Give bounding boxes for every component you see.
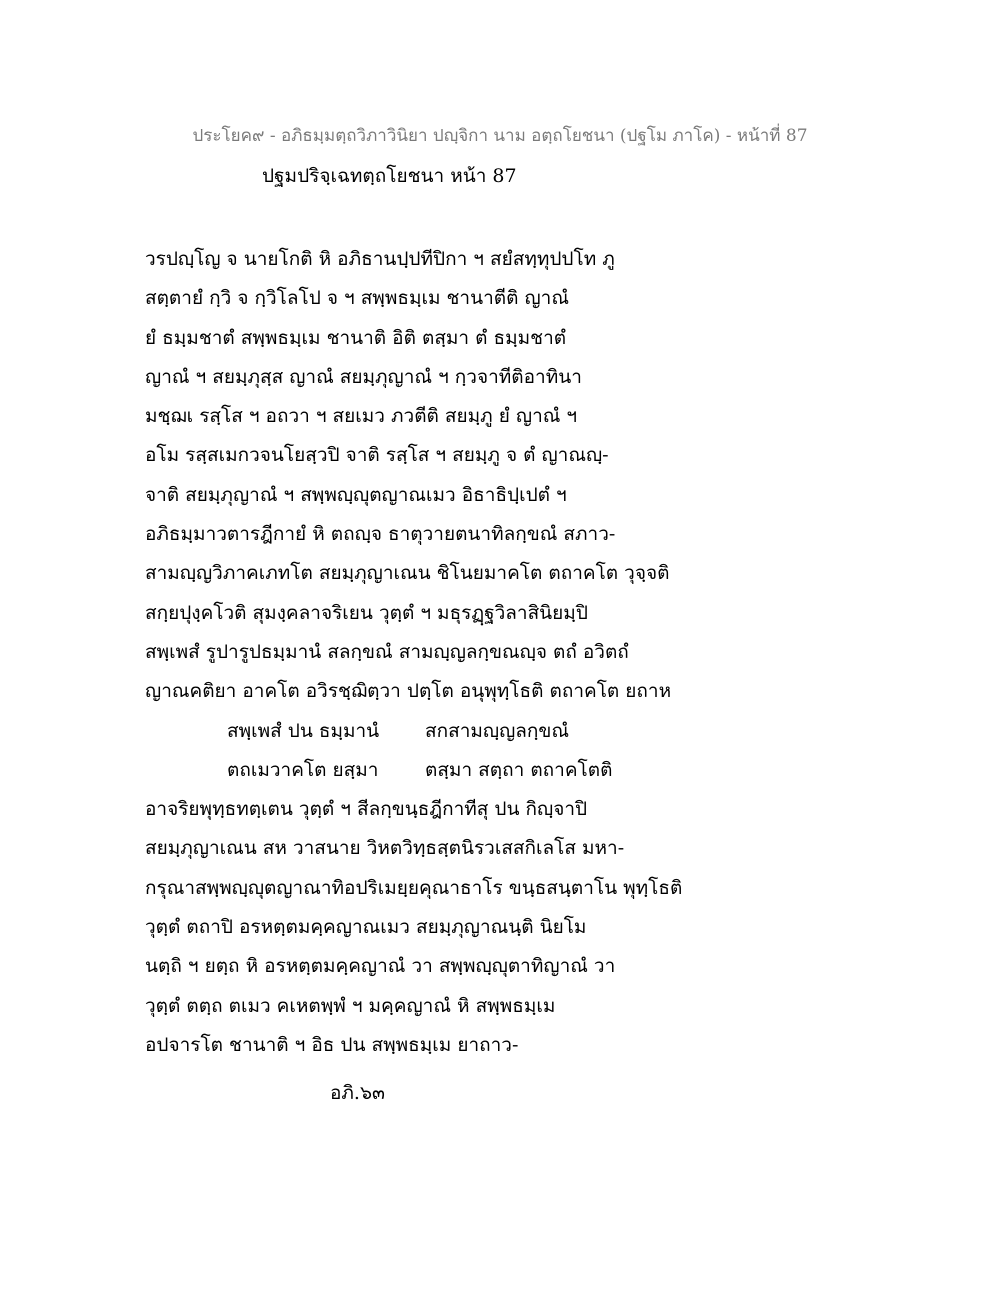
text-line: นตฺถิ ฯ ยตฺถ หิ อรหตฺตมคฺคญาณํ วา สพฺพญฺญุตาทิญาณํ วา [145, 955, 616, 978]
text-line: ญาณคติยา อาคโต อวิรชฺฌิตฺวา ปตฺโต อนุพุทฺโธติ ตถาคโต ยถาห [145, 680, 672, 703]
page-reference: อภิ.๖๓ [330, 1082, 386, 1104]
verse-second-half: สกสามญฺญลกฺขณํ [425, 719, 570, 742]
body-text [145, 240, 705, 1065]
text-line: วุตฺตํ ตถาปิ อรหตฺตมคฺคญาณเมว สยมฺภุญาณนฺติ นิยโม [145, 916, 587, 939]
verse-first-half: ตถเมวาคโต ยสฺมา [227, 758, 379, 781]
text-line: จาติ สยมฺภุญาณํ ฯ สพฺพญฺญุตญาณเมว อิธาธิปฺเปตํ ฯ [145, 483, 567, 506]
text-line: อโม รสฺสเมกวจนโยสฺวปิ จาติ รสฺโส ฯ สยมฺภู จ ตํ ญาณญฺ- [145, 444, 609, 467]
text-line: สตฺตายํ กฺวิ จ กฺวิโลโป จ ฯ สพฺพธมฺเม ชานาตีติ ญาณํ [145, 287, 569, 310]
text-line: ญาณํ ฯ สยมฺภุสฺส ญาณํ สยมฺภุญาณํ ฯ กฺวจาทีติอาทินา [145, 365, 582, 388]
verse-line [145, 751, 705, 790]
running-header [0, 122, 1000, 149]
verse-line [145, 712, 705, 751]
running-title: ประโยค๙ - อภิธมฺมตฺถวิภาวินิยา ปญฺจิกา นาม อตฺถโยชนา (ปฐโม ภาโค) - หน้าที่ 87 [192, 126, 808, 146]
verse-second-half: ตสฺมา สตฺถา ตถาคโตติ [425, 758, 613, 781]
text-line: สามญฺญวิภาคเภทโต สยมฺภุญาเณน ชิโนยมาคโต ตถาคโต วุจฺจติ [145, 562, 670, 585]
text-line: อปจารโต ชานาติ ฯ อิธ ปน สพฺพธมฺเม ยาถาว- [145, 1033, 519, 1056]
text-line: กรุณาสพฺพญฺญุตญาณาทิอปริเมยฺยคุณาธาโร ขนฺธสนฺตาโน พุทฺโธติ [145, 876, 683, 899]
text-line: มชฺฌเ รสฺโส ฯ อถวา ฯ สยเมว ภวตีติ สยมฺภู ยํ ญาณํ ฯ [145, 405, 578, 428]
verse-first-half: สพฺเพสํ ปน ธมฺมานํ [227, 719, 380, 742]
section-subtitle: ปฐมปริจฺเฉทตฺถโยชนา หน้า 87 [262, 165, 517, 187]
text-line: วุตฺตํ ตตฺถ ตเมว คเหตพฺพํ ฯ มคฺคญาณํ หิ สพฺพธมฺเม [145, 994, 556, 1017]
text-line: วรปญฺโญ จ นายโกติ หิ อภิธานปฺปทีปิกา ฯ สยํสทฺทุปปโท ภู [145, 248, 615, 270]
text-line: สกฺยปุงฺคโวติ สุมงฺคลาจริเยน วุตฺตํ ฯ มธุรฏฺฐวิลาสินิยมฺปิ [145, 601, 588, 624]
text-line: อภิธมฺมาวตารฎีกายํ หิ ตถญฺจ ธาตุวายตนาทิลกฺขณํ สภาว- [145, 523, 616, 546]
text-line: สยมฺภุญาเณน สห วาสนาย วิหตวิทฺธสฺตนิรวเสสกิเลโส มหา- [145, 837, 625, 860]
text-line: ยํ ธมฺมชาตํ สพฺพธมฺเม ชานาติ อิติ ตสฺมา ตํ ธมฺมชาตํ [145, 326, 567, 349]
text-line: อาจริยพุทฺธทตฺเตน วุตฺตํ ฯ สีลกฺขนฺธฎีกาทีสุ ปน กิญฺจาปิ [145, 798, 588, 821]
text-line: สพฺเพสํ รูปารูปธมฺมานํ สลกฺขณํ สามญฺญลกฺขณญฺจ ตถํ อวิตถํ [145, 640, 629, 663]
